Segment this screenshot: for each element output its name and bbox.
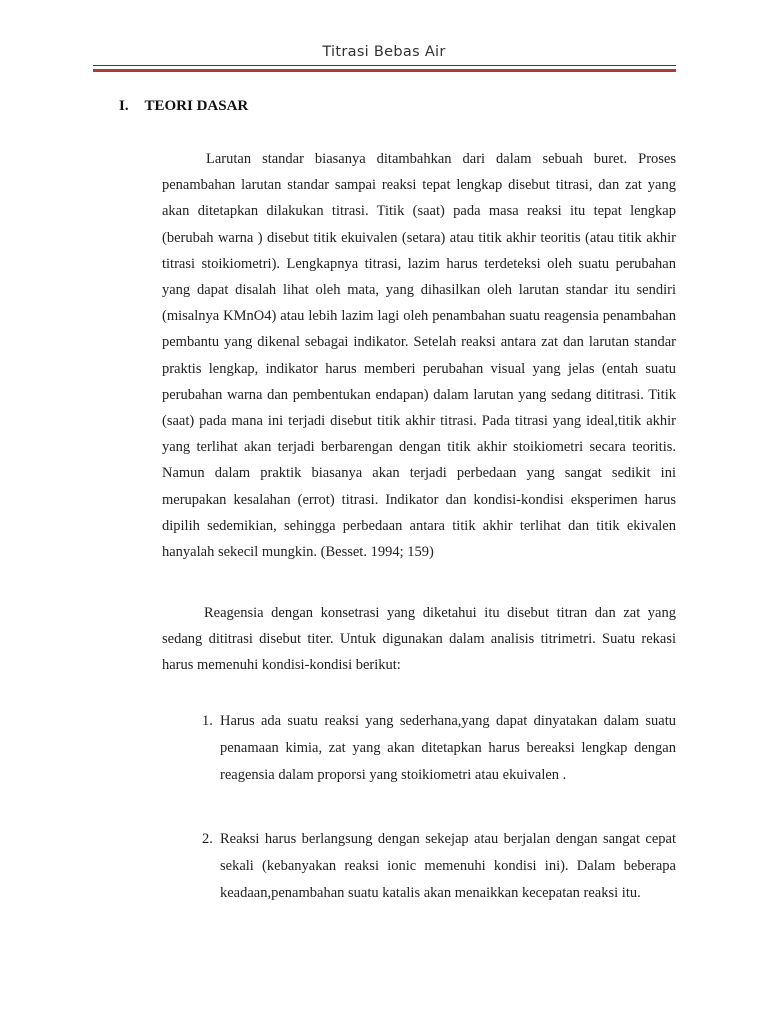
list-item-text: Reaksi harus berlangsung dengan sekejap atau berjalan dengan sangat cepat sekali (kebanyakan reaksi ionic memenuhi kondisi ini). Dalam beberapa keadaan,penambahan suatu katalis akan menaikkan kecepatan reaksi itu. [220, 831, 676, 901]
list-item-text: Harus ada suatu reaksi yang sederhana,yang dapat dinyatakan dalam suatu penamaan kimia, zat yang akan ditetapkan harus bereaksi lengkap dengan reagensia dalam proporsi yang stoikiometri atau ekuivalen . [220, 713, 676, 783]
list-marker: 1. [202, 713, 213, 729]
header-rule-thin [93, 65, 676, 66]
section-heading [119, 98, 248, 115]
paragraph: Reagensia dengan konsetrasi yang diketahui itu disebut titran dan zat yang sedang dititrasi disebut titer. Untuk digunakan dalam analisis titrimetri. Suatu rekasi harus memenuhi kondisi-kondisi berikut: [162, 605, 676, 674]
paragraph-1-block [162, 146, 676, 565]
header-rule-thick [93, 69, 676, 72]
section-title: TEORI DASAR [144, 98, 249, 114]
list-marker: 2. [202, 831, 213, 847]
list-item [202, 826, 676, 907]
list-item [202, 708, 676, 789]
paragraph-2-block [162, 600, 676, 679]
header-title: Titrasi Bebas Air [322, 44, 446, 60]
paragraph: Larutan standar biasanya ditambahkan dari dalam sebuah buret. Proses penambahan larutan standar sampai reaksi tepat lengkap disebut titrasi, dan zat yang akan ditetapkan dilakukan titrasi. Titik (saat) pada masa reaksi itu tepat lengkap (berubah warna ) disebut titik ekuivalen (setara) atau titik akhir teoritis (atau titik akhir titrasi stoikiometri). Lengkapnya titrasi, lazim harus terdeteksi oleh suatu perubahan yang dapat disalah lihat oleh mata, yang dihasilkan oleh larutan standar itu sendiri (misalnya KMnO4) atau lebih lazim lagi oleh penambahan suatu reagensia penambahan pembantu yang dikenal sebagai indikator. Setelah reaksi antara zat dan larutan standar praktis lengkap, indikator harus memberi perubahan visual yang jelas (entah suatu perubahan warna dan pembentukan endapan) dalam larutan yang sedang dititrasi. Titik (saat) pada mana ini terjadi disebut titik akhir titrasi. Pada titrasi yang ideal,titik akhir yang terlihat akan terjadi berbarengan dengan titik akhir stoikiometri secara teoritis. Namun dalam praktik biasanya akan terjadi perbedaan yang sangat sedikit ini merupakan kesalahan (errot) titrasi. Indikator dan kondisi-kondisi eksperimen harus dipilih sedemikian, sehingga perbedaan antara titik akhir terlihat dan titik ekivalen hanyalah sekecil mungkin. (Besset. 1994; 159) [162, 151, 676, 561]
section-number: I. [119, 98, 129, 114]
